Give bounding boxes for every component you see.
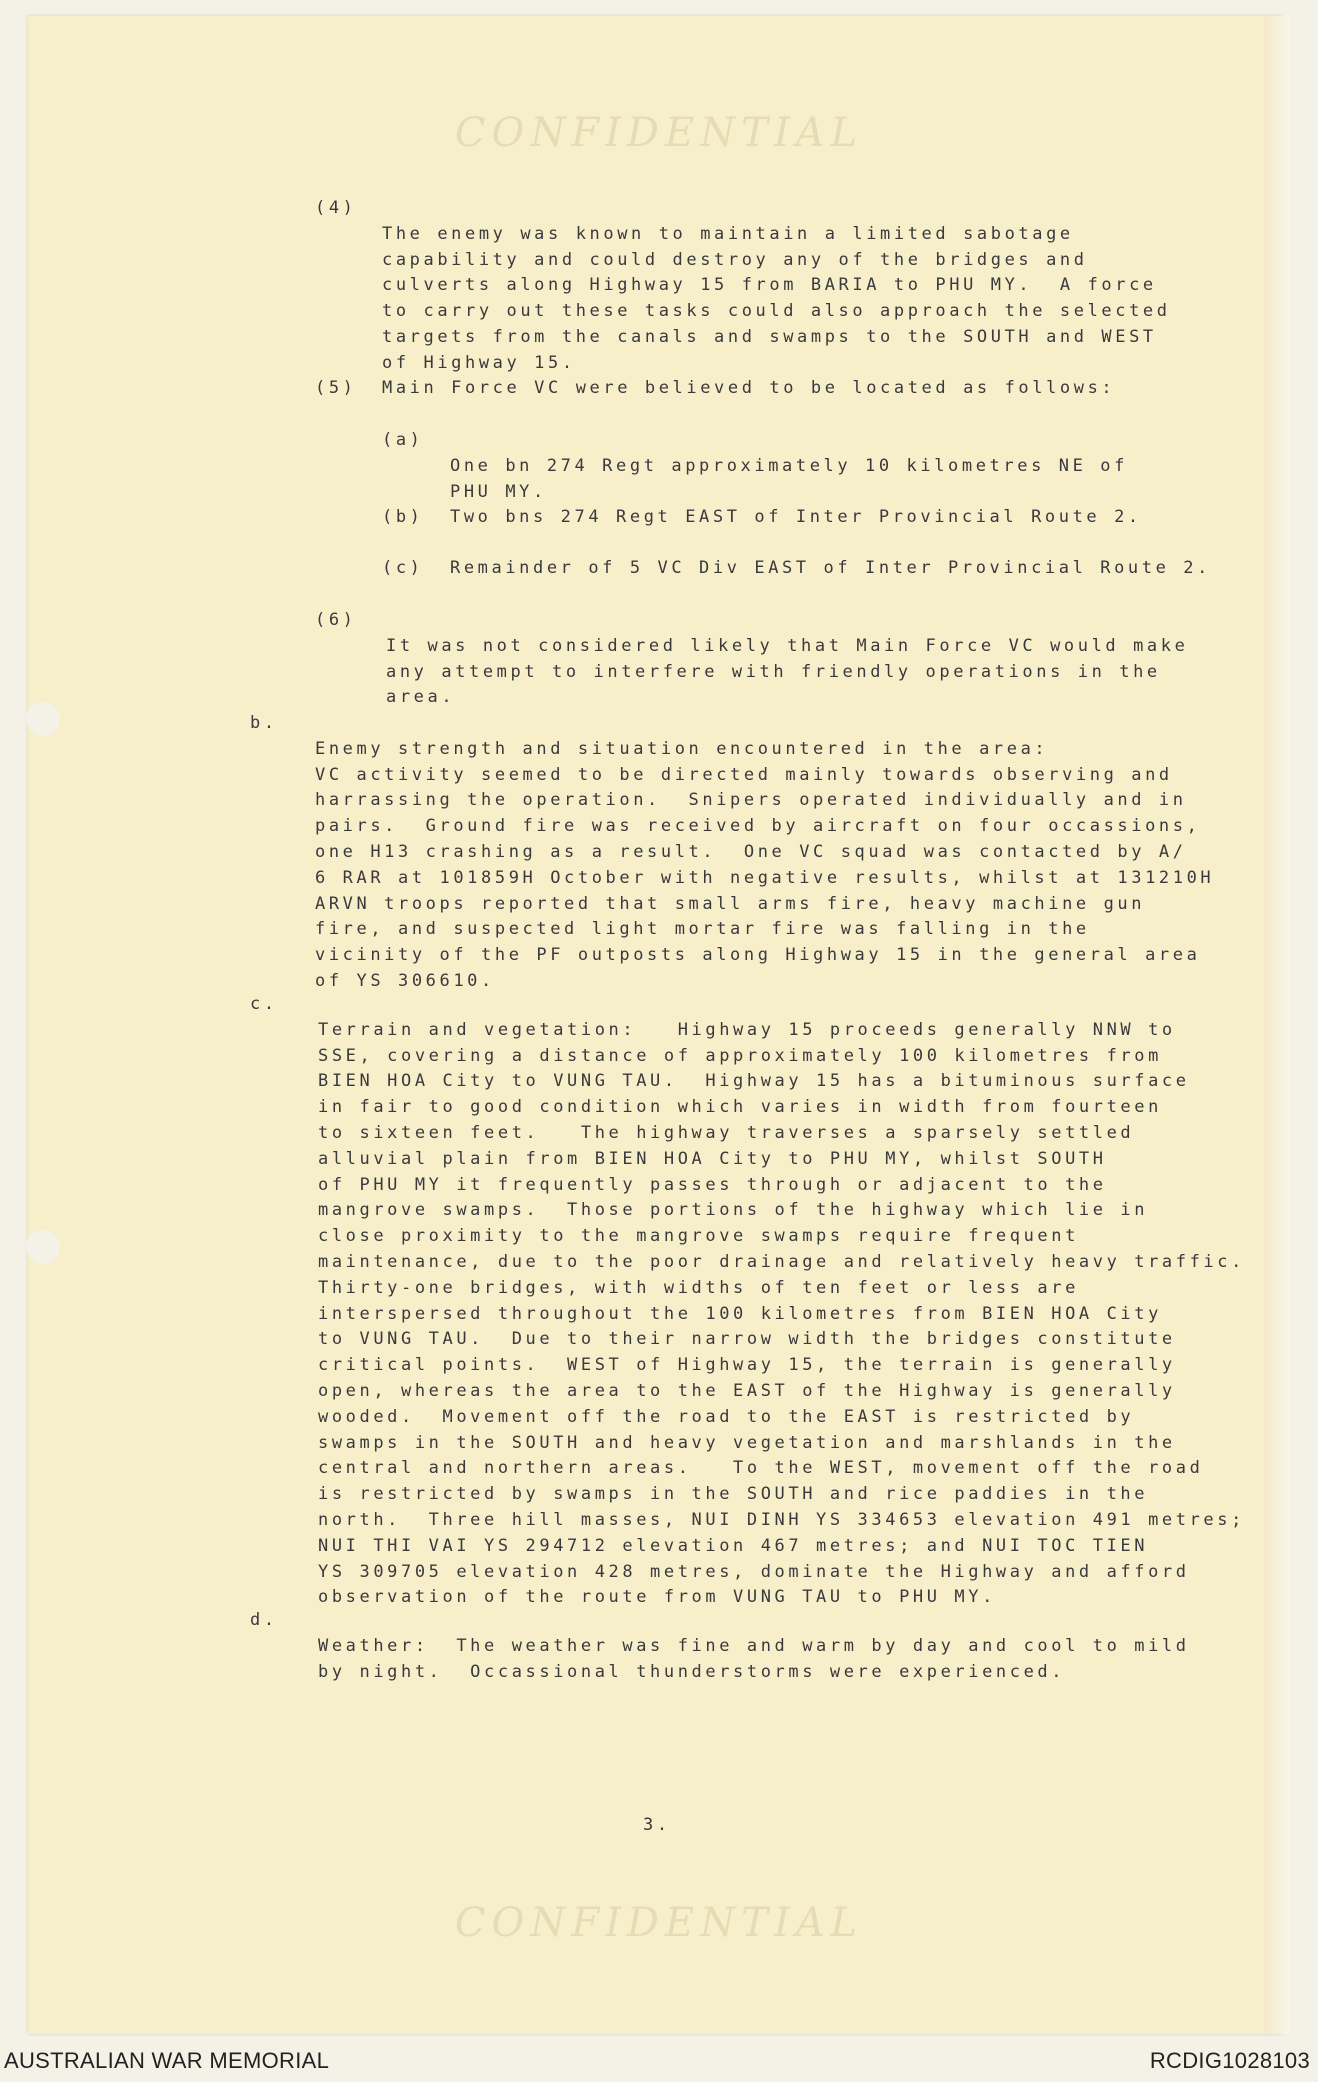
line: observation of the route from VUNG TAU to PHU MY. [318, 1587, 996, 1608]
para-5c-label: (c) [382, 558, 424, 578]
para-5-text: Main Force VC were believed to be located as follows: [382, 378, 1116, 398]
line: SSE, covering a distance of approximately 100 kilometres from [318, 1045, 1162, 1066]
line: YS 309705 elevation 428 metres, dominate the Highway and afford [318, 1561, 1190, 1582]
line: Terrain and vegetation: Highway 15 proceeds generally NNW to [318, 1019, 1176, 1040]
para-d-label: d. [250, 1610, 278, 1630]
line: 6 RAR at 101859H October with negative results, whilst at 131210H [315, 867, 1215, 888]
line: is restricted by swamps in the SOUTH and rice paddies in the [318, 1484, 1149, 1505]
line: to carry out these tasks could also approach the selected [382, 301, 1171, 322]
line: to sixteen feet. The highway traverses a sparsely settled [318, 1122, 1135, 1143]
line: in fair to good condition which varies in width from fourteen [318, 1097, 1162, 1118]
line: central and northern areas. To the WEST, movement off the road [318, 1458, 1204, 1479]
line: culverts along Highway 15 from BARIA to PHU MY. A force [382, 275, 1157, 296]
watermark-top: CONFIDENTIAL [454, 110, 864, 156]
line: by night. Occassional thunderstorms were experienced. [318, 1661, 1066, 1682]
para-6-label: (6) [315, 610, 357, 630]
line: It was not considered likely that Main Force VC would make [386, 635, 1189, 656]
line: mangrove swamps. Those portions of the highway which lie in [318, 1200, 1149, 1221]
page-edge [1264, 16, 1290, 2034]
para-5c-text: Remainder of 5 VC Div EAST of Inter Provincial Route 2. [450, 558, 1211, 578]
punch-hole [26, 1230, 60, 1264]
para-5a-label: (a) [382, 430, 424, 450]
line: wooded. Movement off the road to the EAST is restricted by [318, 1406, 1135, 1427]
line: pairs. Ground fire was received by aircraft on four occassions, [315, 816, 1201, 837]
para-c-label: c. [250, 994, 278, 1014]
para-5b-text: Two bns 274 Regt EAST of Inter Provincial Route 2. [450, 507, 1142, 527]
line: BIEN HOA City to VUNG TAU. Highway 15 has a bituminous surface [318, 1071, 1190, 1092]
line: maintenance, due to the poor drainage and relatively heavy traffic. [318, 1251, 1245, 1272]
para-b-label: b. [250, 713, 278, 733]
line: The enemy was known to maintain a limited sabotage [382, 223, 1074, 244]
line: alluvial plain from BIEN HOA City to PHU MY, whilst SOUTH [318, 1148, 1107, 1169]
line: VC activity seemed to be directed mainly towards observing and [315, 764, 1173, 785]
line: to VUNG TAU. Due to their narrow width the bridges constitute [318, 1329, 1176, 1350]
line: harrassing the operation. Snipers operated individually and in [315, 790, 1187, 811]
line: north. Three hill masses, NUI DINH YS 334653 elevation 491 metres; [318, 1509, 1245, 1530]
para-5-label: (5) [315, 378, 357, 398]
line: area. [386, 687, 456, 708]
footer-archive-name: AUSTRALIAN WAR MEMORIAL [4, 2048, 330, 2073]
line: capability and could destroy any of the bridges and [382, 249, 1088, 270]
line: one H13 crashing as a result. One VC squad was contacted by A/ [315, 841, 1187, 862]
line: One bn 274 Regt approximately 10 kilometres NE of [450, 455, 1128, 476]
para-5b-label: (b) [382, 507, 424, 527]
line: critical points. WEST of Highway 15, the terrain is generally [318, 1355, 1176, 1376]
line: swamps in the SOUTH and heavy vegetation and marshlands in the [318, 1432, 1176, 1453]
line: Enemy strength and situation encountered in the area: [315, 738, 1049, 759]
footer-record-id: RCDIG1028103 [1149, 2048, 1310, 2073]
line: fire, and suspected light mortar fire was falling in the [315, 919, 1090, 940]
line: ARVN troops reported that small arms fire, heavy machine gun [315, 893, 1146, 914]
line: of PHU MY it frequently passes through or adjacent to the [318, 1174, 1107, 1195]
line: NUI THI VAI YS 294712 elevation 467 metres; and NUI TOC TIEN [318, 1535, 1149, 1556]
line: any attempt to interfere with friendly operations in the [386, 661, 1161, 682]
para-b-text [315, 711, 1214, 1021]
page-number: 3. [643, 1815, 671, 1835]
watermark-bottom: CONFIDENTIAL [454, 1900, 864, 1946]
line: close proximity to the mangrove swamps require frequent [318, 1226, 1079, 1247]
line: Weather: The weather was fine and warm by day and cool to mild [318, 1635, 1190, 1656]
line: of Highway 15. [382, 352, 576, 373]
line: PHU MY. [450, 481, 547, 502]
line: vicinity of the PF outposts along Highway 15 in the general area [315, 945, 1201, 966]
punch-hole [26, 702, 60, 736]
line: interspersed throughout the 100 kilometres from BIEN HOA City [318, 1303, 1162, 1324]
line: targets from the canals and swamps to the SOUTH and WEST [382, 326, 1157, 347]
line: Thirty-one bridges, with widths of ten feet or less are [318, 1277, 1079, 1298]
para-4-text [382, 196, 1171, 402]
para-c-text [318, 992, 1245, 1637]
para-d-text [318, 1608, 1190, 1711]
para-4-label: (4) [315, 198, 357, 218]
line: open, whereas the area to the EAST of the Highway is generally [318, 1380, 1176, 1401]
line: of YS 306610. [315, 970, 495, 991]
